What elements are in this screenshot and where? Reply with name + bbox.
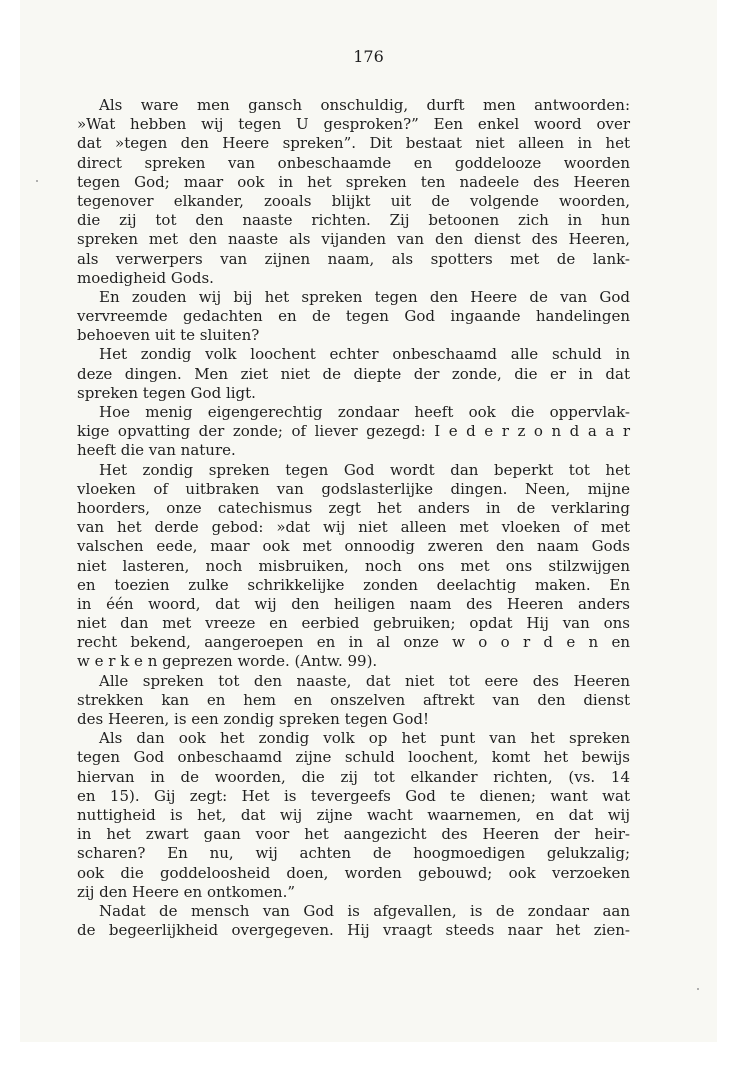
text-line: Het zondig spreken tegen God wordt dan beperkt tot het (99, 460, 630, 479)
text-line: tegenover elkander, zooals blijkt uit de volgende woorden, (77, 191, 630, 210)
text-line: spreken met den naaste als vijanden van den dienst des Heeren, (77, 230, 630, 249)
text-line: strekken kan en hem en onszelven aftrekt van den dienst (77, 690, 630, 709)
text-line: van het derde gebod: »dat wij niet alleen met vloeken of met (77, 518, 630, 537)
page-number: 176 (353, 47, 384, 66)
text-line: w e r k e n geprezen worde. (Antw. 99). (77, 652, 378, 671)
text-line: scharen? En nu, wij achten de hoogmoedigen gelukzalig; (77, 844, 630, 863)
text-line: die zij tot den naaste richten. Zij betoonen zich in hun (77, 211, 630, 230)
text-line: behoeven uit te sluiten? (77, 326, 260, 345)
text-line: deze dingen. Men ziet niet de diepte der zonde, die er in dat (77, 364, 630, 383)
text-line: Als ware men gansch onschuldig, durft men antwoorden: (99, 96, 630, 114)
text-line: niet lasteren, noch misbruiken, noch ons met ons stilzwijgen (77, 556, 630, 575)
text-line: en toezien zulke schrikkelijke zonden deelachtig maken. En (77, 575, 630, 594)
text-line: Als dan ook het zondig volk op het punt van het spreken (99, 729, 630, 748)
text-line: tegen God onbeschaamd zijne schuld loochent, komt het bewijs (77, 748, 630, 767)
text-line: hoorders, onze catechismus zegt het anders in de verklaring (77, 498, 630, 517)
paper-speck (697, 988, 699, 990)
text-line: direct spreken van onbeschaamde en goddelooze woorden (77, 153, 630, 172)
text-line: »Wat hebben wij tegen U gesproken?” Een enkel woord over (77, 115, 630, 134)
text-line: in het zwart gaan voor het aangezicht des Heeren der heir- (77, 825, 630, 844)
text-line: Hoe menig eigengerechtig zondaar heeft ook die oppervlak- (99, 403, 630, 421)
text-line: de begeerlijkheid overgegeven. Hij vraagt steeds naar het zien- (77, 921, 630, 940)
text-line: des Heeren, is een zondig spreken tegen God! (77, 710, 430, 728)
text-line: niet dan met vreeze en eerbied gebruiken; opdat Hij van ons (77, 614, 630, 633)
text-line: zij den Heere en ontkomen.” (77, 882, 296, 901)
text-line: in één woord, dat wij den heiligen naam des Heeren anders (77, 594, 630, 613)
text-line: en 15). Gij zegt: Het is tevergeefs God te dienen; want wat (77, 786, 630, 805)
text-line: vervreemde gedachten en de tegen God ingaande handelingen (77, 307, 630, 326)
text-line: Alle spreken tot den naaste, dat niet tot eere des Heeren (99, 671, 630, 690)
text-line: valschen eede, maar ook met onnoodig zweren den naam Gods (77, 537, 630, 556)
text-line: Het zondig volk loochent echter onbeschaamd alle schuld in (99, 345, 630, 364)
text-line: recht bekend, aangeroepen en in al onze w o o r d e n en (77, 633, 630, 652)
text-line: tegen God; maar ook in het spreken ten nadeele des Heeren (77, 172, 630, 191)
text-line: En zouden wij bij het spreken tegen den Heere de van God (99, 287, 630, 306)
text-line: vloeken of uitbraken van godslasterlijke dingen. Neen, mijne (77, 479, 630, 498)
text-line: Nadat de mensch van God is afgevallen, is de zondaar aan (99, 901, 630, 920)
text-line: heeft die van nature. (77, 441, 236, 460)
paper-speck (36, 180, 38, 182)
text-line: kige opvatting der zonde; of liever gezegd: I e d e r z o n d a a r (77, 422, 630, 441)
text-line: ook die goddeloosheid doen, worden gebouwd; ook verzoeken (77, 863, 630, 882)
text-line: als verwerpers van zijnen naam, als spotters met de lank- (77, 249, 630, 268)
text-line: moedigheid Gods. (77, 268, 214, 287)
text-line: hiervan in de woorden, die zij tot elkander richten, (vs. 14 (77, 767, 630, 786)
text-line: spreken tegen God ligt. (77, 383, 256, 402)
body-text (77, 96, 630, 940)
text-line: dat »tegen den Heere spreken”. Dit bestaat niet alleen in het (77, 134, 630, 153)
book-page (20, 0, 717, 1042)
text-line: nuttigheid is het, dat wij zijne wacht waarnemen, en dat wij (77, 805, 630, 824)
